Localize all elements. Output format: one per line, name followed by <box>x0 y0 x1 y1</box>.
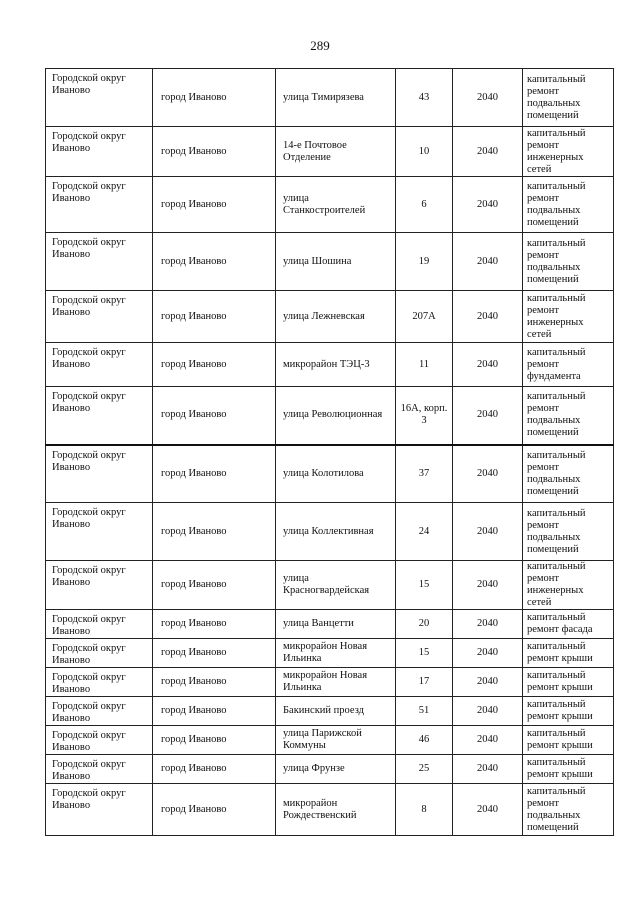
year-cell: 2040 <box>453 503 523 561</box>
year-cell: 2040 <box>453 291 523 343</box>
district-cell: Городской округ Иваново <box>46 561 153 610</box>
street-cell: микрорайон Новая Ильинка <box>276 668 396 697</box>
settlement-cell: город Иваново <box>153 445 276 503</box>
house-cell: 19 <box>396 233 453 291</box>
street-cell: улица Красногвардейская <box>276 561 396 610</box>
house-cell: 43 <box>396 69 453 127</box>
settlement-cell: город Иваново <box>153 639 276 668</box>
settlement-cell: город Иваново <box>153 233 276 291</box>
district-cell: Городской округ Иваново <box>46 127 153 177</box>
street-cell: улица Коллективная <box>276 503 396 561</box>
work-cell: капитальный ремонт подвальных помещений <box>523 387 614 445</box>
house-cell: 20 <box>396 610 453 639</box>
table-row <box>46 726 614 755</box>
settlement-cell: город Иваново <box>153 697 276 726</box>
year-cell: 2040 <box>453 784 523 836</box>
settlement-cell: город Иваново <box>153 668 276 697</box>
district-cell: Городской округ Иваново <box>46 177 153 233</box>
year-cell: 2040 <box>453 387 523 445</box>
table-row <box>46 610 614 639</box>
street-cell: улица Шошина <box>276 233 396 291</box>
table-row <box>46 387 614 445</box>
work-cell: капитальный ремонт инженерных сетей <box>523 127 614 177</box>
district-cell: Городской округ Иваново <box>46 755 153 784</box>
settlement-cell: город Иваново <box>153 503 276 561</box>
district-cell: Городской округ Иваново <box>46 610 153 639</box>
settlement-cell: город Иваново <box>153 610 276 639</box>
district-cell: Городской округ Иваново <box>46 69 153 127</box>
street-cell: улица Ванцетти <box>276 610 396 639</box>
year-cell: 2040 <box>453 561 523 610</box>
house-cell: 6 <box>396 177 453 233</box>
page-number: 289 <box>310 38 330 53</box>
work-cell: капитальный ремонт подвальных помещений <box>523 233 614 291</box>
settlement-cell: город Иваново <box>153 177 276 233</box>
table-row <box>46 639 614 668</box>
table-row <box>46 69 614 127</box>
settlement-cell: город Иваново <box>153 387 276 445</box>
house-cell: 46 <box>396 726 453 755</box>
house-cell: 24 <box>396 503 453 561</box>
district-cell: Городской округ Иваново <box>46 233 153 291</box>
year-cell: 2040 <box>453 127 523 177</box>
district-cell: Городской округ Иваново <box>46 639 153 668</box>
year-cell: 2040 <box>453 233 523 291</box>
work-cell: капитальный ремонт инженерных сетей <box>523 561 614 610</box>
district-cell: Городской округ Иваново <box>46 445 153 503</box>
house-cell: 207А <box>396 291 453 343</box>
house-cell: 10 <box>396 127 453 177</box>
district-cell: Городской округ Иваново <box>46 503 153 561</box>
street-cell: 14-е Почтовое Отделение <box>276 127 396 177</box>
year-cell: 2040 <box>453 445 523 503</box>
year-cell: 2040 <box>453 755 523 784</box>
repair-schedule-table <box>45 68 614 836</box>
year-cell: 2040 <box>453 668 523 697</box>
work-cell: капитальный ремонт крыши <box>523 726 614 755</box>
year-cell: 2040 <box>453 726 523 755</box>
work-cell: капитальный ремонт крыши <box>523 668 614 697</box>
table-row <box>46 291 614 343</box>
street-cell: улица Революционная <box>276 387 396 445</box>
work-cell: капитальный ремонт фасада <box>523 610 614 639</box>
street-cell: улица Лежневская <box>276 291 396 343</box>
house-cell: 15 <box>396 561 453 610</box>
settlement-cell: город Иваново <box>153 127 276 177</box>
year-cell: 2040 <box>453 343 523 387</box>
work-cell: капитальный ремонт подвальных помещений <box>523 784 614 836</box>
house-cell: 25 <box>396 755 453 784</box>
table-row <box>46 445 614 503</box>
table-row <box>46 561 614 610</box>
year-cell: 2040 <box>453 697 523 726</box>
street-cell: Бакинский проезд <box>276 697 396 726</box>
year-cell: 2040 <box>453 639 523 668</box>
settlement-cell: город Иваново <box>153 784 276 836</box>
work-cell: капитальный ремонт подвальных помещений <box>523 503 614 561</box>
house-cell: 15 <box>396 639 453 668</box>
district-cell: Городской округ Иваново <box>46 387 153 445</box>
table-row <box>46 697 614 726</box>
district-cell: Городской округ Иваново <box>46 291 153 343</box>
house-cell: 11 <box>396 343 453 387</box>
district-cell: Городской округ Иваново <box>46 697 153 726</box>
street-cell: улица Тимирязева <box>276 69 396 127</box>
district-cell: Городской округ Иваново <box>46 726 153 755</box>
settlement-cell: город Иваново <box>153 69 276 127</box>
table-row <box>46 343 614 387</box>
street-cell: микрорайон Новая Ильинка <box>276 639 396 668</box>
street-cell: улица Колотилова <box>276 445 396 503</box>
street-cell: улица Станкостроителей <box>276 177 396 233</box>
house-cell: 17 <box>396 668 453 697</box>
settlement-cell: город Иваново <box>153 755 276 784</box>
work-cell: капитальный ремонт крыши <box>523 639 614 668</box>
table-row <box>46 127 614 177</box>
table-row <box>46 177 614 233</box>
house-cell: 37 <box>396 445 453 503</box>
table-row <box>46 784 614 836</box>
house-cell: 51 <box>396 697 453 726</box>
street-cell: улица Парижской Коммуны <box>276 726 396 755</box>
district-cell: Городской округ Иваново <box>46 343 153 387</box>
year-cell: 2040 <box>453 177 523 233</box>
settlement-cell: город Иваново <box>153 726 276 755</box>
house-cell: 16А, корп. 3 <box>396 387 453 445</box>
year-cell: 2040 <box>453 69 523 127</box>
year-cell: 2040 <box>453 610 523 639</box>
work-cell: капитальный ремонт крыши <box>523 697 614 726</box>
table-row <box>46 233 614 291</box>
street-cell: улица Фрунзе <box>276 755 396 784</box>
work-cell: капитальный ремонт подвальных помещений <box>523 69 614 127</box>
house-cell: 8 <box>396 784 453 836</box>
work-cell: капитальный ремонт фундамента <box>523 343 614 387</box>
work-cell: капитальный ремонт подвальных помещений <box>523 177 614 233</box>
work-cell: капитальный ремонт подвальных помещений <box>523 445 614 503</box>
street-cell: микрорайон ТЭЦ-3 <box>276 343 396 387</box>
work-cell: капитальный ремонт крыши <box>523 755 614 784</box>
table-row <box>46 503 614 561</box>
street-cell: микрорайон Рождественский <box>276 784 396 836</box>
table-row <box>46 755 614 784</box>
table-row <box>46 668 614 697</box>
district-cell: Городской округ Иваново <box>46 668 153 697</box>
settlement-cell: город Иваново <box>153 343 276 387</box>
district-cell: Городской округ Иваново <box>46 784 153 836</box>
settlement-cell: город Иваново <box>153 561 276 610</box>
settlement-cell: город Иваново <box>153 291 276 343</box>
work-cell: капитальный ремонт инженерных сетей <box>523 291 614 343</box>
